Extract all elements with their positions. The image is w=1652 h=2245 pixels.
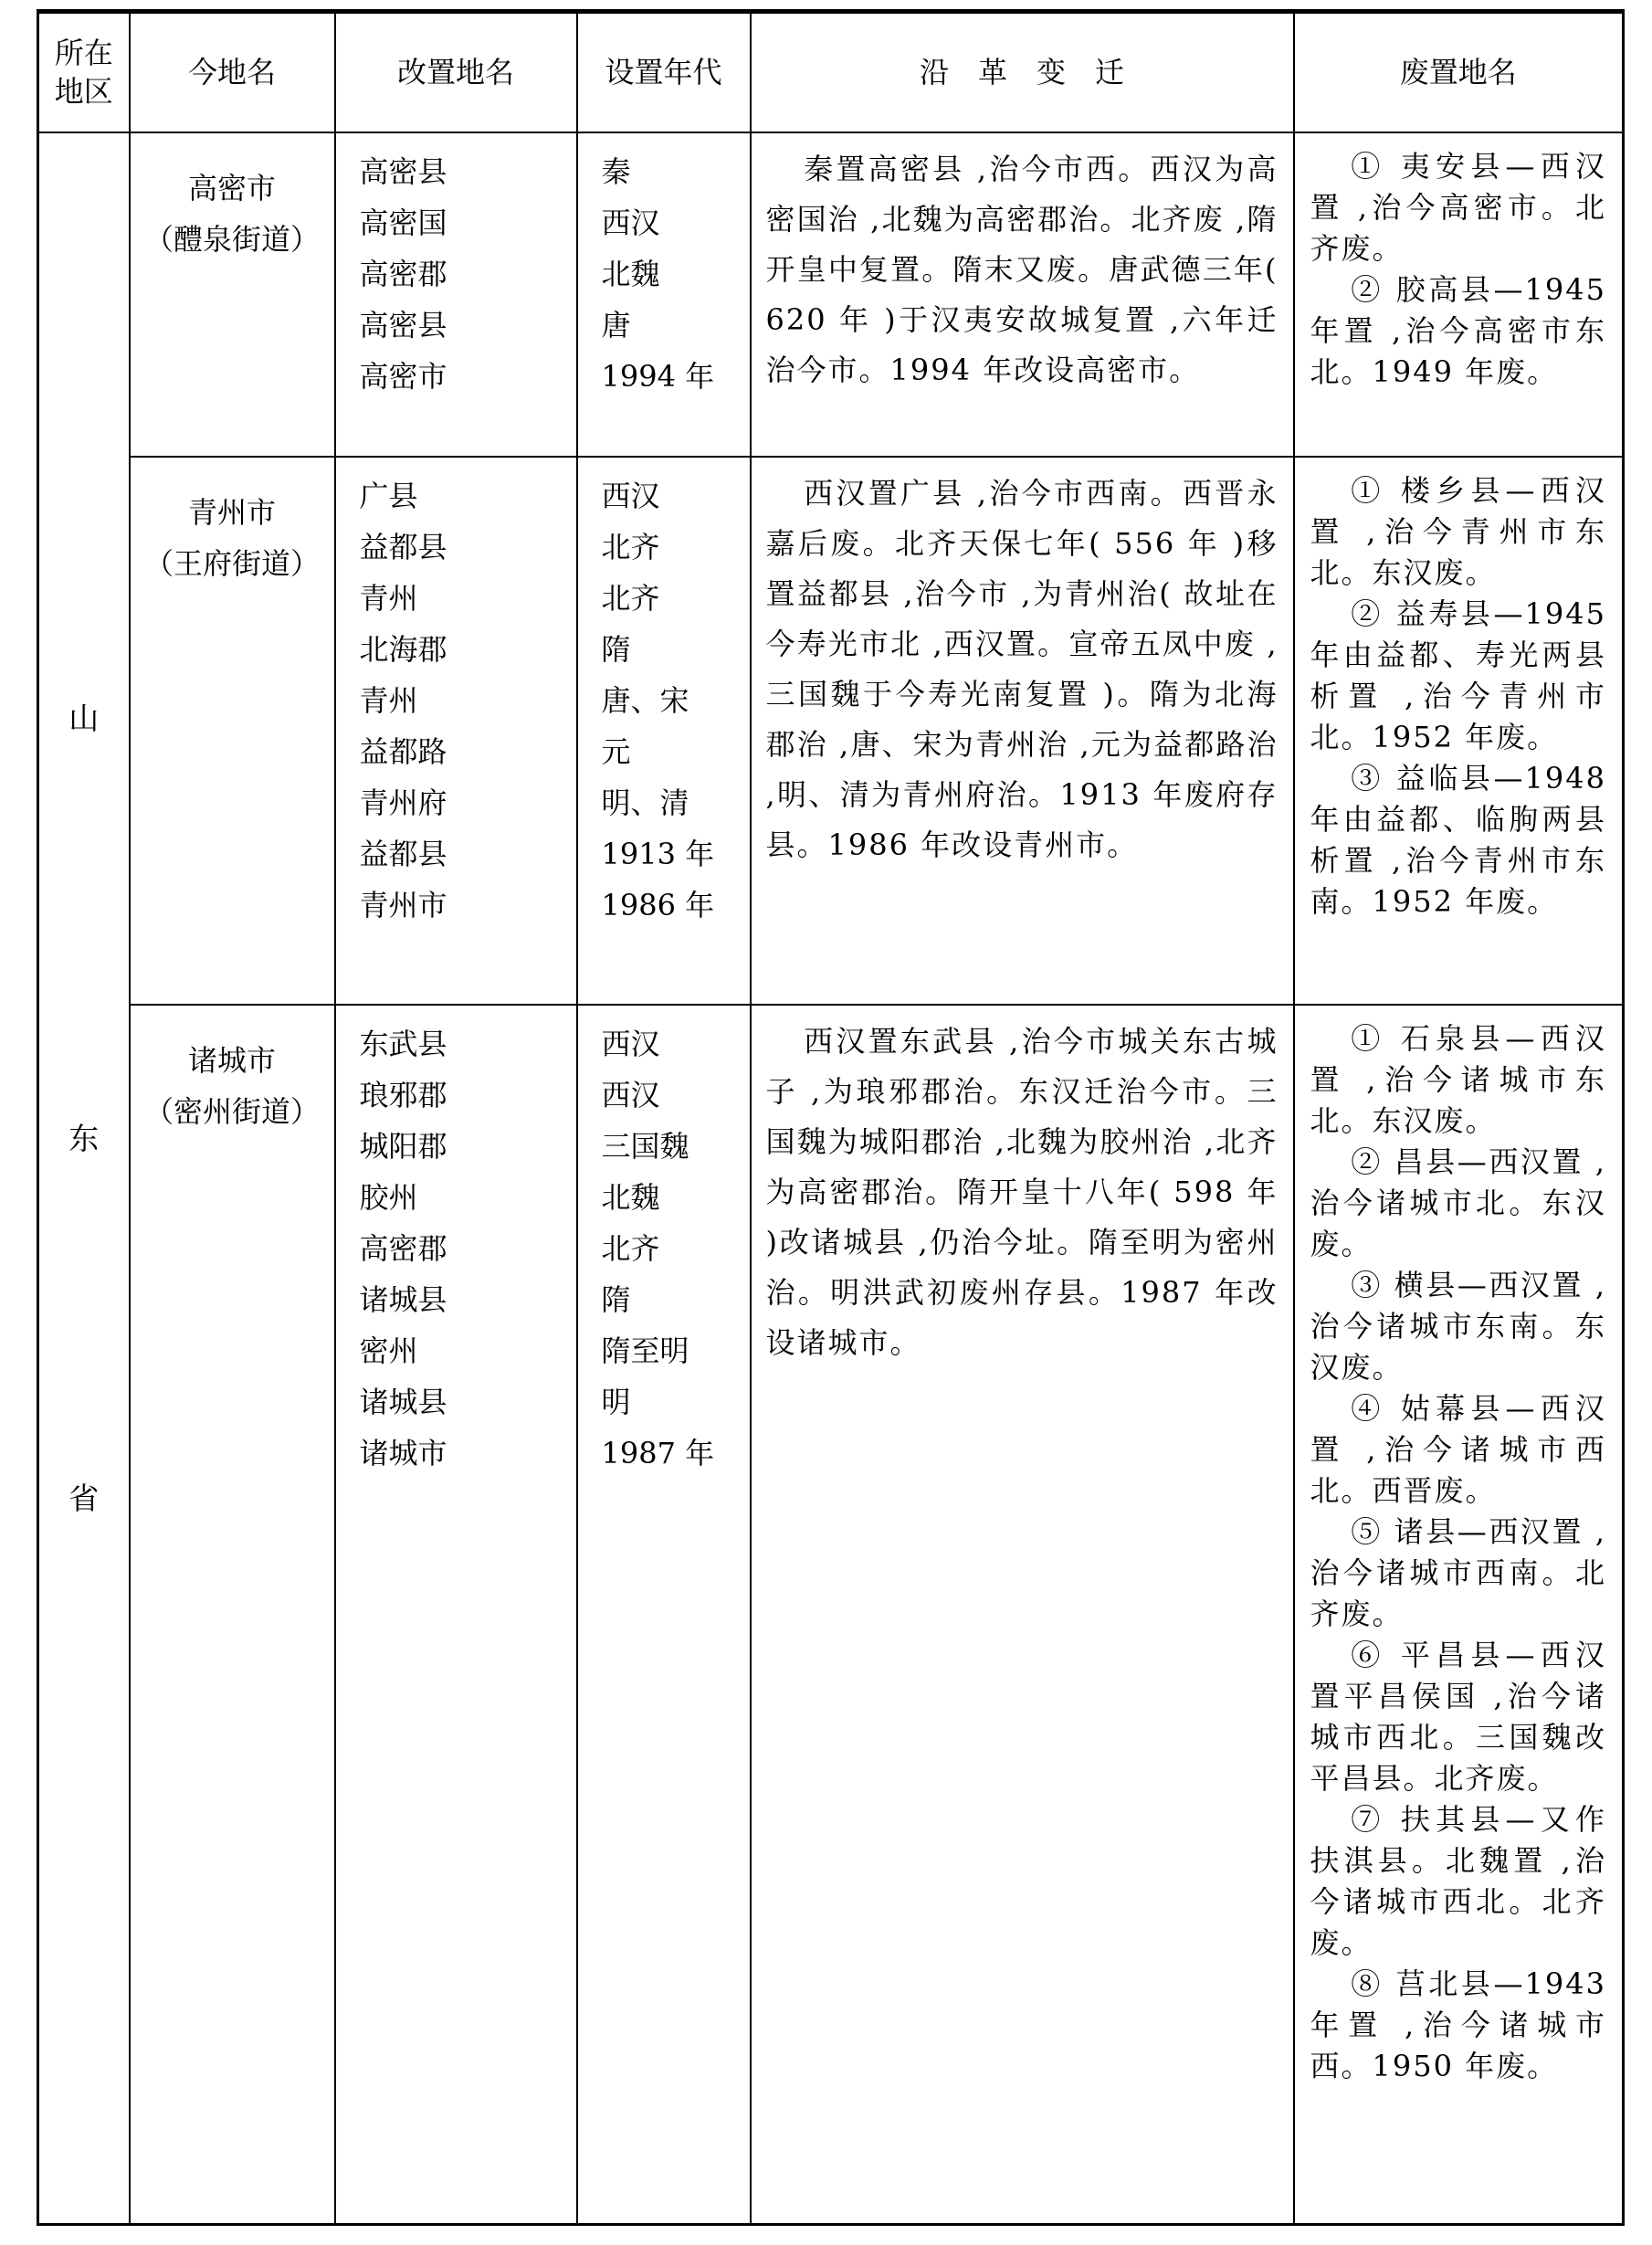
table-row-zhucheng: [38, 1005, 1624, 2225]
era-item: 唐: [601, 307, 631, 343]
renamed-item: 高密郡: [359, 1230, 447, 1266]
today-name-sub: （醴泉街道）: [143, 221, 320, 257]
region-cell-shandong: [38, 132, 130, 2225]
table-row-qingzhou: [38, 457, 1624, 1005]
header-region: 所在地区: [38, 12, 130, 132]
era-item: 西汉: [601, 1077, 660, 1112]
evolution-text: 秦置高密县 ,治今市西。西汉为高密国治 ,北魏为高密郡治。北齐废 ,隋开皇中复置。隋末又废。唐武德三年( 620 年 )于汉夷安故城复置 ,六年迁治今市。1994 年改设高密市。: [765, 151, 1278, 387]
abolished-cell: [1294, 457, 1624, 1005]
abolished-item: ① 楼乡县—西汉置 ,治今青州市东北。东汉废。: [1310, 472, 1606, 590]
renamed-item: 益都县: [359, 836, 447, 871]
era-item: 隋至明: [601, 1333, 689, 1368]
evolution-cell: [751, 132, 1294, 457]
renamed-item: 广县: [359, 478, 418, 513]
renamed-item: 青州府: [359, 785, 447, 820]
abolished-item: ① 夷安县—西汉置 ,治今高密市。北齐废。: [1310, 148, 1606, 266]
abolished-item: ④ 姑幕县—西汉置 ,治今诸城市西北。西晋废。: [1310, 1390, 1606, 1508]
abolished-item: ⑦ 扶其县—又作扶淇县。北魏置 ,治今诸城市西北。北齐废。: [1310, 1801, 1606, 1960]
era-item: 1987 年: [601, 1435, 715, 1470]
evolution-cell: [751, 457, 1294, 1005]
renamed-item: 青州市: [359, 887, 447, 922]
today-name-cell: [130, 1005, 335, 2225]
today-name: 高密市: [187, 170, 276, 206]
renamed-list-cell: [335, 457, 577, 1005]
evolution-cell: [751, 1005, 1294, 2225]
header-era: 设置年代: [577, 12, 751, 132]
renamed-list-cell: [335, 132, 577, 457]
renamed-item: 胶州: [359, 1179, 418, 1215]
today-name-cell: [130, 132, 335, 457]
renamed-item: 诸城县: [359, 1281, 447, 1317]
era-item: 北魏: [601, 1179, 660, 1215]
table-row-gaomi: [38, 132, 1624, 457]
header-today-name: 今地名: [130, 12, 335, 132]
era-item: 1994 年: [601, 358, 715, 394]
era-item: 西汉: [601, 205, 660, 240]
header-evolution: 沿 革 变 迁: [751, 12, 1294, 132]
era-list-cell: [577, 457, 751, 1005]
era-item: 三国魏: [601, 1128, 689, 1164]
abolished-cell: [1294, 1005, 1624, 2225]
abolished-cell: [1294, 132, 1624, 457]
era-item: 北齐: [601, 580, 660, 616]
era-list-cell: [577, 132, 751, 457]
today-name: 诸城市: [187, 1042, 276, 1078]
era-item: 明、清: [601, 785, 689, 820]
renamed-item: 青州: [359, 580, 418, 616]
era-item: 隋: [601, 1281, 631, 1317]
table-header: [38, 12, 1624, 132]
era-item: 明: [601, 1384, 631, 1419]
abolished-item: ③ 益临县—1948 年由益都、临朐两县析置 ,治今青州市东南。1952 年废。: [1310, 760, 1606, 919]
era-item: 北魏: [601, 256, 660, 291]
abolished-item: ② 胶高县—1945 年置 ,治今高密市东北。1949 年废。: [1310, 271, 1606, 389]
era-item: 元: [601, 733, 631, 769]
renamed-item: 高密市: [359, 358, 447, 394]
placename-history-table: [37, 9, 1625, 2226]
abolished-item: ② 昌县—西汉置 ,治今诸城市北。东汉废。: [1310, 1144, 1606, 1261]
header-abolished: 废置地名: [1294, 12, 1624, 132]
abolished-item: ③ 横县—西汉置 ,治今诸城市东南。东汉废。: [1310, 1267, 1606, 1385]
renamed-item: 诸城县: [359, 1384, 447, 1419]
renamed-item: 琅邪郡: [359, 1077, 447, 1112]
abolished-item: ① 石泉县—西汉置 ,治今诸城市东北。东汉废。: [1310, 1020, 1606, 1138]
renamed-list-cell: [335, 1005, 577, 2225]
abolished-item: ⑤ 诸县—西汉置 ,治今诸城市西南。北齐废。: [1310, 1513, 1606, 1631]
renamed-item: 高密国: [359, 205, 447, 240]
evolution-text: 西汉置广县 ,治今市西南。西晋永嘉后废。北齐天保七年( 556 年 )移置益都县 ,治今市 ,为青州治( 故址在今寿光市北 ,西汉置。宣帝五凤中废 ,三国魏于今寿光南复置 )。隋为北海郡治 ,唐、宋为青州治 ,元为益都路治 ,明、清为青州府治。1913 年废府存县。1986 年改设青州市。: [765, 475, 1278, 862]
abolished-item: ⑧ 莒北县—1943 年置 ,治今诸城市西。1950 年废。: [1310, 1966, 1606, 2083]
today-name-sub: （王府街道）: [143, 545, 320, 581]
era-item: 西汉: [601, 478, 660, 513]
today-name-cell: [130, 457, 335, 1005]
region-char: 东: [68, 1121, 100, 1157]
renamed-item: 益都县: [359, 529, 447, 564]
era-item: 秦: [601, 153, 631, 189]
renamed-item: 益都路: [359, 733, 447, 769]
era-item: 隋: [601, 631, 631, 667]
era-item: 1986 年: [601, 887, 715, 922]
renamed-item: 密州: [359, 1333, 418, 1368]
today-name: 青州市: [187, 494, 276, 530]
renamed-item: 高密县: [359, 153, 447, 189]
today-name-sub: （密州街道）: [143, 1093, 320, 1129]
region-char: 省: [68, 1480, 100, 1516]
renamed-item: 高密郡: [359, 256, 447, 291]
abolished-item: ⑥ 平昌县—西汉置平昌侯国 ,治今诸城市西北。三国魏改平昌县。北齐废。: [1310, 1637, 1606, 1796]
evolution-text: 西汉置东武县 ,治今市城关东古城子 ,为琅邪郡治。东汉迁治今市。三国魏为城阳郡治 ,北魏为胶州治 ,北齐为高密郡治。隋开皇十八年( 598 年 )改诸城县 ,仍治今址。隋至明为密州治。明洪武初废州存县。1987 年改设诸城市。: [765, 1023, 1278, 1360]
region-char: 山: [68, 701, 100, 737]
renamed-item: 城阳郡: [359, 1128, 447, 1164]
era-list-cell: [577, 1005, 751, 2225]
era-item: 唐、宋: [601, 682, 689, 718]
renamed-item: 青州: [359, 682, 418, 718]
era-item: 北齐: [601, 1230, 660, 1266]
abolished-item: ② 益寿县—1945 年由益都、寿光两县析置 ,治今青州市北。1952 年废。: [1310, 596, 1606, 754]
era-item: 西汉: [601, 1026, 660, 1061]
era-item: 北齐: [601, 529, 660, 564]
era-item: 1913 年: [601, 836, 715, 871]
renamed-item: 北海郡: [359, 631, 447, 667]
renamed-item: 高密县: [359, 307, 447, 343]
renamed-item: 东武县: [359, 1026, 447, 1061]
renamed-item: 诸城市: [359, 1435, 447, 1470]
header-renamed: 改置地名: [335, 12, 577, 132]
